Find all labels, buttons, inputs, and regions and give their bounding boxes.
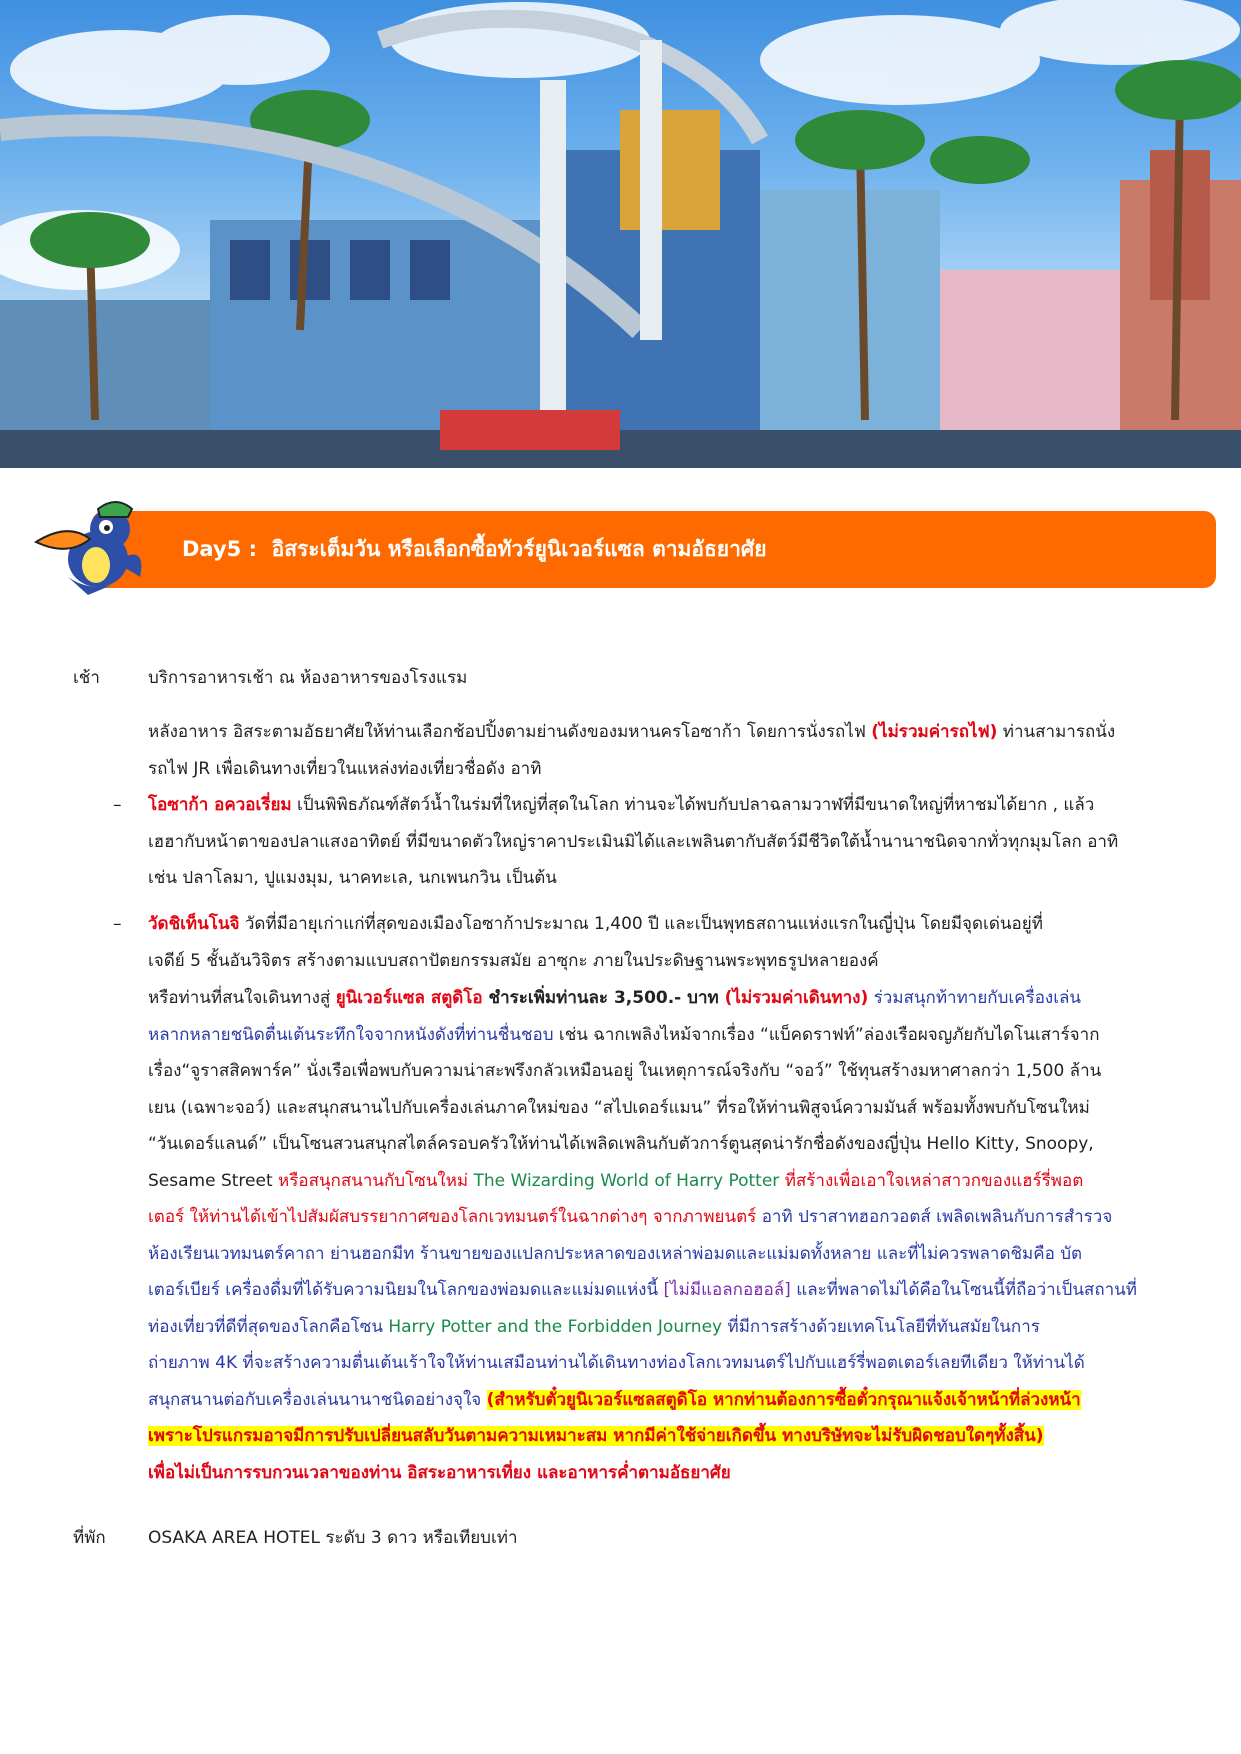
aquarium-text-1: เป็นพิพิธภัณฑ์สัตว์น้ำในร่มที่ใหญ่ที่สุดในโลก ท่านจะได้พบกับปลาฉลามวาฬที่มีขนาดใหญ่ที่หาชมได้ยาก , แล้ว [291, 795, 1095, 815]
no-alcohol-note: [ไม่มีแอลกอฮอล์] [663, 1280, 791, 1300]
aquarium-text-3: เช่น ปลาโลมา, ปูแมงมุม, นาคทะเล, นกเพนกวิน เป็นต้น [148, 868, 557, 888]
usj-text: หรือท่านที่สนใจเดินทางสู่ [148, 988, 336, 1008]
hotel-label: ที่พัก [73, 1528, 106, 1548]
usj-text: เช่น ฉากเพลิงไหม้จากเรื่อง “แบ็คดราฟท์”ล่องเรือผจญภัยกับไดโนเสาร์จาก [553, 1024, 1100, 1045]
usj-text: ถ่ายภาพ 4K ที่จะสร้างความตื่นเต้นเร้าใจให้ท่านเสมือนท่านได้เดินทางท่องโลกเวทมนตร์ไปกับแฮร์รี่พอตเตอร์เลยทีเดียว ให้ท่านได้ [148, 1353, 1085, 1373]
intro-text: หลังอาหาร อิสระตามอัธยาศัยให้ท่านเลือกช้อปปิ้งตามย่านดังของมหานครโอซาก้า โดยการนั่งรถไฟ [148, 722, 872, 742]
usj-text: หลากหลายชนิดตื่นเต้นระทึกใจจากหนังดังที่ท่านชื่นชอบ [148, 1024, 554, 1045]
temple-text-1: วัดที่มีอายุเก่าแก่ที่สุดของเมืองโอซาก้าประมาณ 1,400 ปี และเป็นพุทธสถานแห่งแรกในญี่ปุ่น โดยมีจุดเด่นอยู่ที่ [239, 914, 1043, 934]
hero-photo-universal-studios [0, 0, 1241, 468]
usj-text: เตอร์เบียร์ เครื่องดื่มที่ได้รับความนิยมในโลกของพ่อมดและแม่มดแห่งนี้ [148, 1280, 664, 1300]
ticket-notice-highlight: เพราะโปรแกรมอาจมีการปรับเปลี่ยนสลับวันตามความเหมาะสม หากมีค่าใช้จ่ายเกิดขึ้น ทางบริษัทจะไม่รับผิดชอบใดๆทั้งสิ้น) [148, 1426, 1044, 1446]
temple-dash: – [113, 914, 122, 934]
usj-text: “วันเดอร์แลนด์” เป็นโซนสวนสนุกสไตล์ครอบครัวให้ท่านได้เพลิดเพลินกับตัวการ์ตูนสุดน่ารักชื่อดังของญี่ปุ่น Hello Kitty, Snoopy, [148, 1134, 1094, 1154]
morning-text: บริการอาหารเช้า ณ ห้องอาหารของโรงแรม [148, 668, 468, 688]
day-heading: อิสระเต็มวัน หรือเลือกซื้อทัวร์ยูนิเวอร์แซล ตามอัธยาศัย [271, 537, 767, 561]
morning-label: เช้า [73, 668, 100, 688]
ticket-notice-highlight: (สำหรับตั๋วยูนิเวอร์แซลสตูดิโอ หากท่านต้องการซื้อตั๋วกรุณาแจ้งเจ้าหน้าที่ล่วงหน้า [486, 1389, 1081, 1410]
usj-text: สนุกสนานต่อกับเครื่องเล่นนานาชนิดอย่างจุใจ [148, 1389, 487, 1410]
usj-no-transport-note: (ไม่รวมค่าเดินทาง) [724, 988, 869, 1008]
usj-text: เรื่อง“จูราสสิคพาร์ค” นั่งเรือเพื่อพบกับความน่าสะพรึงกลัวเหมือนอยู่ ในเหตุการณ์จริงกับ “จอว์” ใช้ทุนสร้างมหาศาลกว่า 1,500 ล้าน [148, 1061, 1102, 1081]
usj-text: และที่พลาดไม่ได้คือในโซนนี้ที่ถือว่าเป็นสถานที่ [790, 1280, 1137, 1300]
harry-potter-zone-name: The Wizarding World of Harry Potter [473, 1170, 780, 1191]
usj-paragraph [148, 980, 1164, 1491]
usj-text: อาทิ ปราสาทฮอกวอตส์ เพลิดเพลินกับการสำรวจ [756, 1207, 1113, 1227]
usj-text: Sesame Street [148, 1170, 279, 1191]
day-label: Day5 : [182, 537, 257, 561]
intro-paragraph [148, 714, 1164, 787]
usj-text: ที่มีการสร้างด้วยเทคโนโลยีที่ทันสมัยในการ [722, 1316, 1040, 1337]
free-meals-note: เพื่อไม่เป็นการรบกวนเวลาของท่าน อิสระอาหารเที่ยง และอาหารค่ำตามอัธยาศัย [148, 1462, 731, 1483]
day-title [182, 533, 767, 566]
usj-text: หรือสนุกสนานกับโซนใหม่ [278, 1170, 474, 1191]
theme-park-illustration [0, 0, 1241, 468]
usj-name: ยูนิเวอร์แซล สตูดิโอ [335, 988, 483, 1008]
aquarium-name: โอซาก้า อควอเรี่ยม [148, 795, 292, 815]
aquarium-dash: – [113, 795, 122, 815]
aquarium-paragraph [148, 787, 1164, 897]
aquarium-text-2: เฮฮากับหน้าตาของปลาแสงอาทิตย์ ที่มีขนาดตัวใหญ่ราคาประเมินมิได้และเพลินตากับสัตว์มีชีวิตใต้น้ำนานาชนิดจากทั่วทุกมุมโลก อาทิ [148, 831, 1119, 852]
usj-text: เยน (เฉพาะจอว์) และสนุกสนานไปกับเครื่องเล่นภาคใหม่ของ “สไปเดอร์แมน” ที่รอให้ท่านพิสูจน์ความมันส์ พร้อมทั้งพบกับโซนใหม่ [148, 1097, 1090, 1118]
day-banner [92, 511, 1216, 588]
intro-line-2: รถไฟ JR เพื่อเดินทางเที่ยวในแหล่งท่องเที่ยวชื่อดัง อาทิ [148, 758, 542, 779]
usj-text: เตอร์ ให้ท่านได้เข้าไปสัมผัสบรรยากาศของโลกเวทมนตร์ในฉากต่างๆ จากภาพยนตร์ [148, 1207, 757, 1227]
forbidden-journey-name: Harry Potter and the Forbidden Journey [388, 1316, 723, 1337]
temple-text-2: เจดีย์ 5 ชั้นอันวิจิตร สร้างตามแบบสถาปัตยกรรมสมัย อาซุกะ ภายในประดิษฐานพระพุทธรูปหลายองค์ [148, 950, 879, 971]
no-train-fare-note: (ไม่รวมค่ารถไฟ) [871, 722, 998, 742]
usj-text: ร่วมสนุกท้าทายกับเครื่องเล่น [868, 988, 1082, 1008]
usj-text: ห้องเรียนเวทมนตร์คาถา ย่านฮอกมีท ร้านขายของแปลกประหลาดของเหล่าพ่อมดและแม่มดทั้งหลาย และที่ไม่ควรพลาดชิมคือ บัต [148, 1243, 1083, 1264]
temple-name: วัดชิเท็นโนจิ [148, 914, 240, 934]
usj-text: ท่องเที่ยวที่ดีที่สุดของโลกคือโซน [148, 1316, 389, 1337]
temple-paragraph [148, 906, 1164, 979]
usj-text: ที่สร้างเพื่อเอาใจเหล่าสาวกของแฮร์รี่พอต [779, 1170, 1084, 1191]
intro-text-end: ท่านสามารถนั่ง [997, 722, 1116, 742]
toucan-mascot-icon [28, 487, 148, 597]
hotel-text: OSAKA AREA HOTEL ระดับ 3 ดาว หรือเทียบเท่า [148, 1528, 518, 1548]
usj-price: ชำระเพิ่มท่านละ 3,500.- บาท [482, 988, 725, 1008]
